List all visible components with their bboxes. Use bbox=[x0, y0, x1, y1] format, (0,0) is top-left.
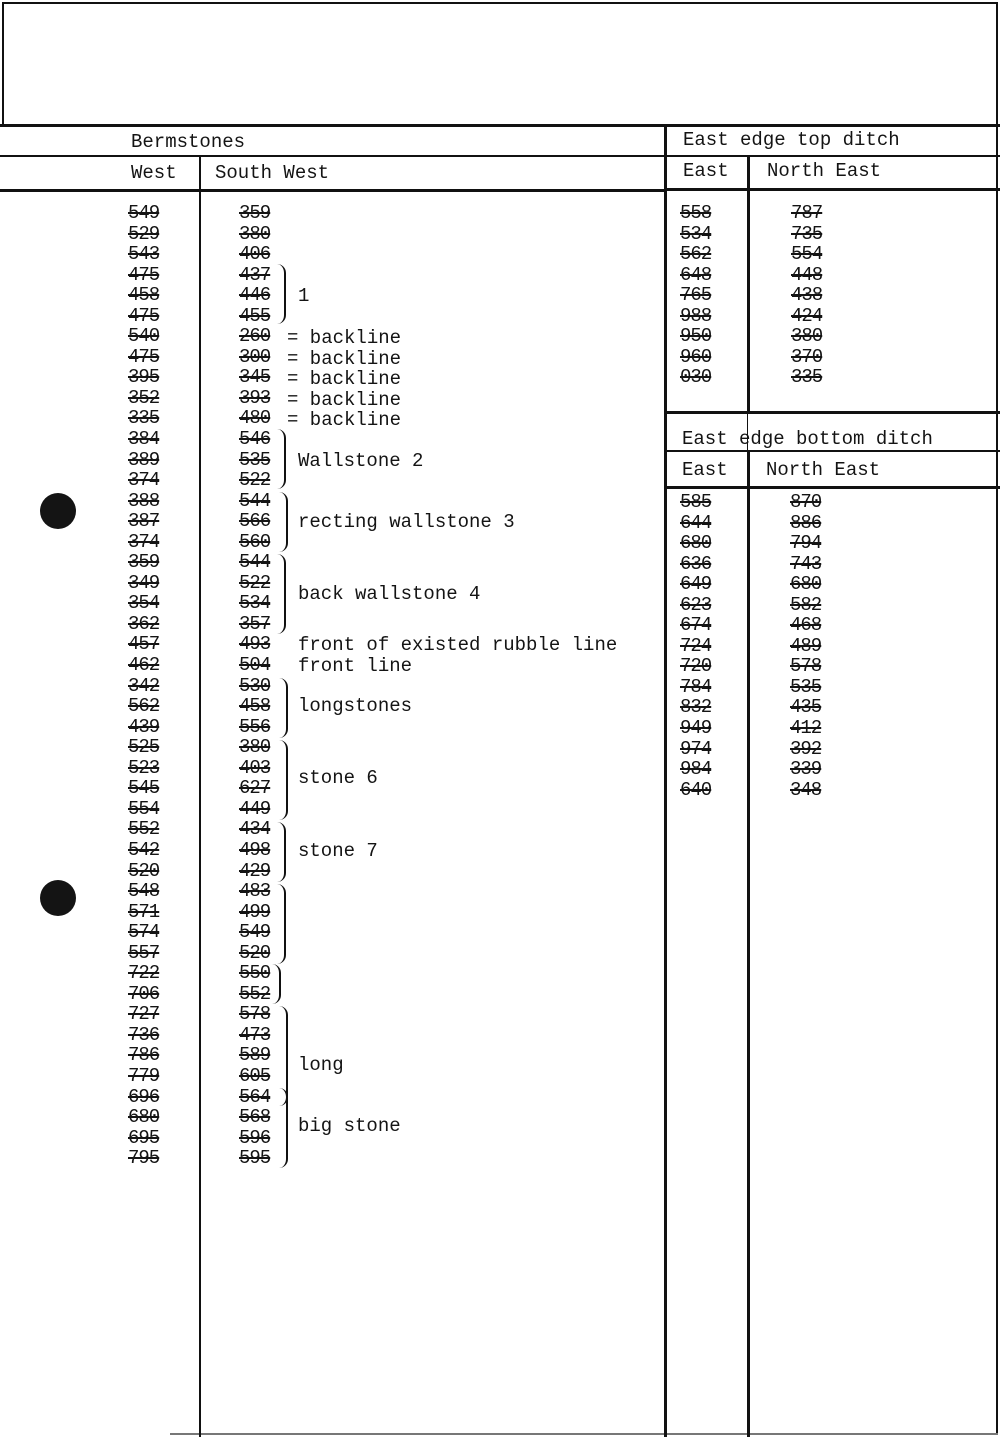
west-value: 374 bbox=[128, 469, 160, 492]
top-ditch-northeast-value: 370 bbox=[791, 345, 823, 368]
west-value: 457 bbox=[128, 633, 160, 656]
note-stone-7: stone 7 bbox=[298, 840, 378, 862]
page-border-right bbox=[996, 2, 998, 1435]
southwest-value: 535 bbox=[239, 448, 271, 471]
west-value: 552 bbox=[128, 818, 160, 841]
bottom-ditch-east-value: 649 bbox=[680, 573, 712, 596]
southwest-value: 403 bbox=[239, 756, 271, 779]
southwest-value: 504 bbox=[239, 654, 271, 677]
punch-hole-bottom bbox=[40, 880, 76, 916]
southwest-value: 605 bbox=[239, 1064, 271, 1087]
bottom-ditch-east-value: 640 bbox=[680, 778, 712, 801]
note-group-1: 1 bbox=[298, 285, 310, 307]
brace-unlabeled-1 bbox=[277, 884, 286, 964]
southwest-value: 499 bbox=[239, 900, 271, 923]
west-value: 335 bbox=[128, 407, 160, 430]
top-ditch-northeast-value: 448 bbox=[791, 263, 823, 286]
southwest-value: 566 bbox=[239, 510, 271, 533]
west-value: 574 bbox=[128, 921, 160, 944]
southwest-value: 449 bbox=[239, 797, 271, 820]
bottom-ditch-northeast-value: 886 bbox=[790, 511, 822, 534]
top-ditch-northeast-value: 735 bbox=[791, 222, 823, 245]
bottom-ditch-east-value: 636 bbox=[680, 552, 712, 575]
west-value: 554 bbox=[128, 797, 160, 820]
top-ditch-northeast-value: 424 bbox=[791, 304, 823, 327]
west-value: 545 bbox=[128, 777, 160, 800]
bottom-ditch-northeast-header: North East bbox=[766, 459, 881, 481]
bottom-ditch-northeast-column bbox=[790, 492, 821, 800]
west-value: 696 bbox=[128, 1085, 160, 1108]
west-value: 374 bbox=[128, 530, 160, 553]
top-ditch-east-column bbox=[680, 203, 711, 388]
southwest-value: 556 bbox=[239, 715, 271, 738]
southwest-value: 522 bbox=[239, 469, 271, 492]
bottom-ditch-title: East edge bottom ditch bbox=[682, 428, 933, 450]
southwest-value: 520 bbox=[239, 941, 271, 964]
note-backline: = backline bbox=[287, 368, 402, 390]
top-ditch-east-value: 030 bbox=[680, 366, 712, 389]
top-ditch-title-rule bbox=[665, 155, 1000, 157]
note-stone-6: stone 6 bbox=[298, 767, 378, 789]
west-value: 520 bbox=[128, 859, 160, 882]
top-ditch-title: East edge top ditch bbox=[683, 129, 900, 151]
bottom-ditch-northeast-value: 743 bbox=[790, 552, 822, 575]
west-value: 529 bbox=[128, 222, 160, 245]
bermstones-subheader-rule bbox=[0, 189, 665, 192]
west-value: 722 bbox=[128, 962, 160, 985]
bottom-ditch-east-value: 680 bbox=[680, 532, 712, 555]
west-value: 549 bbox=[128, 202, 160, 224]
west-value: 387 bbox=[128, 510, 160, 533]
bottom-ditch-title-rule bbox=[665, 450, 1000, 452]
southwest-header: South West bbox=[215, 162, 330, 184]
bottom-ditch-east-value: 623 bbox=[680, 593, 712, 616]
southwest-value: 530 bbox=[239, 674, 271, 697]
southwest-value: 406 bbox=[239, 243, 271, 266]
southwest-value: 546 bbox=[239, 428, 271, 451]
west-value: 475 bbox=[128, 263, 160, 286]
bottom-ditch-northeast-value: 489 bbox=[790, 634, 822, 657]
bottom-ditch-top-rule bbox=[665, 411, 1000, 414]
west-value: 795 bbox=[128, 1147, 160, 1170]
west-column bbox=[128, 203, 159, 1169]
bottom-ditch-east-value: 832 bbox=[680, 696, 712, 719]
bottom-ditch-subheader-rule bbox=[665, 486, 1000, 489]
southwest-value: 260 bbox=[239, 325, 271, 348]
note-backline: = backline bbox=[287, 348, 402, 370]
west-value: 562 bbox=[128, 695, 160, 718]
note-backline: = backline bbox=[287, 409, 402, 431]
bottom-ditch-northeast-value: 339 bbox=[790, 758, 822, 781]
southwest-value: 455 bbox=[239, 304, 271, 327]
bottom-ditch-northeast-value: 435 bbox=[790, 696, 822, 719]
top-ditch-subheader-rule bbox=[665, 188, 1000, 191]
east-ne-divider bbox=[747, 156, 750, 1437]
southwest-value: 473 bbox=[239, 1023, 271, 1046]
note-wallstone-2: Wallstone 2 bbox=[298, 450, 424, 472]
bottom-ditch-northeast-value: 680 bbox=[790, 573, 822, 596]
southwest-value: 544 bbox=[239, 551, 271, 574]
bottom-ditch-east-value: 974 bbox=[680, 737, 712, 760]
west-value: 695 bbox=[128, 1126, 160, 1149]
bottom-ditch-east-value: 720 bbox=[680, 655, 712, 678]
top-ditch-east-value: 988 bbox=[680, 304, 712, 327]
bottom-ditch-northeast-value: 468 bbox=[790, 614, 822, 637]
southwest-value: 589 bbox=[239, 1044, 271, 1067]
west-value: 779 bbox=[128, 1064, 160, 1087]
top-ditch-northeast-value: 335 bbox=[791, 366, 823, 389]
southwest-value: 552 bbox=[239, 982, 271, 1005]
top-ditch-east-value: 562 bbox=[680, 243, 712, 266]
bottom-ditch-east-value: 724 bbox=[680, 634, 712, 657]
punch-hole-top bbox=[40, 493, 76, 529]
top-ditch-east-value: 950 bbox=[680, 325, 712, 348]
southwest-value: 534 bbox=[239, 592, 271, 615]
southwest-value: 564 bbox=[239, 1085, 271, 1108]
brace-wallstone-2 bbox=[277, 429, 286, 489]
west-value: 557 bbox=[128, 941, 160, 964]
bottom-ditch-east-header: East bbox=[682, 459, 728, 481]
west-value: 352 bbox=[128, 386, 160, 409]
west-value: 475 bbox=[128, 345, 160, 368]
southwest-value: 549 bbox=[239, 921, 271, 944]
top-ditch-northeast-value: 380 bbox=[791, 325, 823, 348]
west-value: 786 bbox=[128, 1044, 160, 1067]
west-value: 388 bbox=[128, 489, 160, 512]
west-header: West bbox=[131, 162, 177, 184]
top-ditch-east-value: 534 bbox=[680, 222, 712, 245]
brace-stone-7 bbox=[277, 822, 286, 882]
bottom-ditch-east-column bbox=[680, 492, 711, 800]
southwest-value: 596 bbox=[239, 1126, 271, 1149]
bottom-ditch-east-value: 984 bbox=[680, 758, 712, 781]
southwest-value: 380 bbox=[239, 736, 271, 759]
bottom-ditch-east-value: 674 bbox=[680, 614, 712, 637]
southwest-value: 300 bbox=[239, 345, 271, 368]
west-value: 362 bbox=[128, 612, 160, 635]
top-ditch-east-value: 558 bbox=[680, 202, 712, 224]
top-ditch-northeast-header: North East bbox=[767, 160, 882, 182]
bottom-ditch-northeast-value: 412 bbox=[790, 717, 822, 740]
bottom-ditch-northeast-value: 392 bbox=[790, 737, 822, 760]
bottom-ditch-east-value: 644 bbox=[680, 511, 712, 534]
southwest-value: 429 bbox=[239, 859, 271, 882]
bottom-ditch-northeast-value: 578 bbox=[790, 655, 822, 678]
bottom-ditch-northeast-value: 794 bbox=[790, 532, 822, 555]
top-ditch-northeast-column bbox=[791, 203, 822, 388]
note-backline: = backline bbox=[287, 389, 402, 411]
west-value: 571 bbox=[128, 900, 160, 923]
top-ditch-east-value: 960 bbox=[680, 345, 712, 368]
west-value: 680 bbox=[128, 1106, 160, 1129]
west-value: 342 bbox=[128, 674, 160, 697]
west-value: 384 bbox=[128, 428, 160, 451]
southwest-value: 359 bbox=[239, 202, 271, 224]
southwest-value: 458 bbox=[239, 695, 271, 718]
page-border-left bbox=[2, 2, 4, 124]
note-back-wallstone-4: back wallstone 4 bbox=[298, 583, 481, 605]
southwest-value: 483 bbox=[239, 880, 271, 903]
west-value: 540 bbox=[128, 325, 160, 348]
southwest-value: 434 bbox=[239, 818, 271, 841]
southwest-value: 627 bbox=[239, 777, 271, 800]
west-value: 525 bbox=[128, 736, 160, 759]
west-value: 354 bbox=[128, 592, 160, 615]
top-ditch-northeast-value: 554 bbox=[791, 243, 823, 266]
brace-stone-6 bbox=[279, 740, 288, 820]
west-value: 349 bbox=[128, 571, 160, 594]
west-value: 548 bbox=[128, 880, 160, 903]
southwest-value: 498 bbox=[239, 838, 271, 861]
southwest-value: 493 bbox=[239, 633, 271, 656]
west-value: 462 bbox=[128, 654, 160, 677]
top-ditch-east-value: 765 bbox=[680, 284, 712, 307]
west-value: 736 bbox=[128, 1023, 160, 1046]
bottom-ditch-east-value: 784 bbox=[680, 675, 712, 698]
page-border-top bbox=[2, 2, 998, 4]
west-value: 727 bbox=[128, 1003, 160, 1026]
bottom-ditch-northeast-value: 348 bbox=[790, 778, 822, 801]
west-value: 523 bbox=[128, 756, 160, 779]
brace-back-wallstone bbox=[277, 554, 286, 634]
brace-big-stone bbox=[279, 1088, 288, 1168]
note-front-line: front line bbox=[298, 655, 413, 677]
bermstones-title-rule bbox=[0, 155, 665, 157]
brace-recting bbox=[279, 492, 288, 552]
southwest-value: 393 bbox=[239, 386, 271, 409]
main-divider bbox=[664, 124, 667, 1437]
west-value: 389 bbox=[128, 448, 160, 471]
southwest-value: 544 bbox=[239, 489, 271, 512]
west-value: 543 bbox=[128, 243, 160, 266]
top-ditch-east-header: East bbox=[683, 160, 729, 182]
note-long: long bbox=[298, 1054, 344, 1076]
header-top-rule bbox=[0, 124, 1000, 127]
southwest-value: 480 bbox=[239, 407, 271, 430]
bottom-ditch-east-value: 585 bbox=[680, 491, 712, 513]
west-value: 395 bbox=[128, 366, 160, 389]
west-sw-divider bbox=[199, 156, 201, 1437]
southwest-value: 446 bbox=[239, 284, 271, 307]
bottom-ditch-east-value: 949 bbox=[680, 717, 712, 740]
note-front-rubble-line: front of existed rubble line bbox=[298, 634, 618, 656]
southwest-value: 345 bbox=[239, 366, 271, 389]
bottom-ditch-northeast-value: 535 bbox=[790, 675, 822, 698]
southwest-value: 357 bbox=[239, 612, 271, 635]
bermstones-title: Bermstones bbox=[131, 131, 246, 153]
southwest-value: 522 bbox=[239, 571, 271, 594]
southwest-value: 560 bbox=[239, 530, 271, 553]
west-value: 439 bbox=[128, 715, 160, 738]
west-value: 542 bbox=[128, 838, 160, 861]
bottom-ditch-northeast-value: 582 bbox=[790, 593, 822, 616]
southwest-value: 595 bbox=[239, 1147, 271, 1170]
top-ditch-northeast-value: 787 bbox=[791, 202, 823, 224]
west-value: 475 bbox=[128, 304, 160, 327]
bottom-ditch-northeast-value: 870 bbox=[790, 491, 822, 513]
brace-longstones bbox=[279, 678, 288, 738]
west-value: 458 bbox=[128, 284, 160, 307]
note-big-stone: big stone bbox=[298, 1115, 401, 1137]
note-longstones: longstones bbox=[298, 695, 413, 717]
note-backline: = backline bbox=[287, 327, 402, 349]
top-ditch-east-value: 648 bbox=[680, 263, 712, 286]
west-value: 706 bbox=[128, 982, 160, 1005]
southwest-column bbox=[239, 203, 270, 1169]
brace-unlabeled-2 bbox=[272, 964, 281, 1004]
brace-group-1 bbox=[277, 264, 286, 324]
top-ditch-northeast-value: 438 bbox=[791, 284, 823, 307]
southwest-value: 437 bbox=[239, 263, 271, 286]
page-border-bottom bbox=[170, 1433, 998, 1435]
southwest-value: 380 bbox=[239, 222, 271, 245]
west-value: 359 bbox=[128, 551, 160, 574]
southwest-value: 550 bbox=[239, 962, 271, 985]
note-recting-wallstone-3: recting wallstone 3 bbox=[298, 511, 515, 533]
southwest-value: 568 bbox=[239, 1106, 271, 1129]
southwest-value: 578 bbox=[239, 1003, 271, 1026]
